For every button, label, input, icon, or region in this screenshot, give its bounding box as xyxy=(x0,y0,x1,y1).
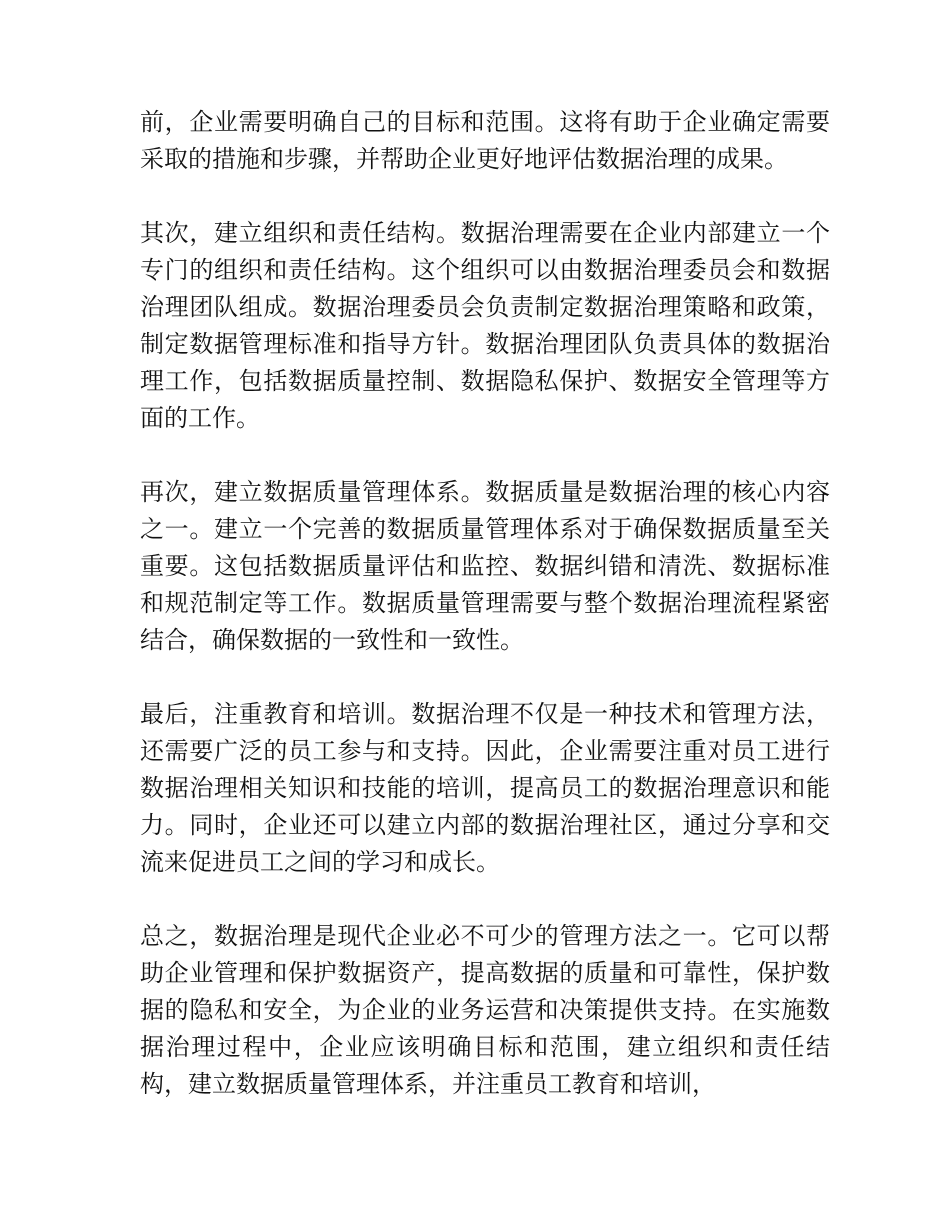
paragraph-education-training: 最后，注重教育和培训。数据治理不仅是一种技术和管理方法，还需要广泛的员工参与和支持。因此，企业需要注重对员工进行数据治理相关知识和技能的培训，提高员工的数据治理意识和能力。同时，企业还可以建立内部的数据治理社区，通过分享和交流来促进员工之间的学习和成长。 xyxy=(140,700,830,876)
paragraph-conclusion: 总之，数据治理是现代企业必不可少的管理方法之一。它可以帮助企业管理和保护数据资产，提高数据的质量和可靠性，保护数据的隐私和安全，为企业的业务运营和决策提供支持。在实施数据治理过程中，企业应该明确目标和范围，建立组织和责任结构，建立数据质量管理体系，并注重员工教育和培训， xyxy=(140,922,830,1098)
paragraph-goals-and-scope: 前，企业需要明确自己的目标和范围。这将有助于企业确定需要采取的措施和步骤，并帮助企业更好地评估数据治理的成果。 xyxy=(140,108,830,173)
document-body xyxy=(140,104,830,1140)
paragraph-data-quality-system: 再次，建立数据质量管理体系。数据质量是数据治理的核心内容之一。建立一个完善的数据质量管理体系对于确保数据质量至关重要。这包括数据质量评估和监控、数据纠错和清洗、数据标准和规范制定等工作。数据质量管理需要与整个数据治理流程紧密结合，确保数据的一致性和一致性。 xyxy=(140,478,830,654)
paragraph-organization-structure: 其次，建立组织和责任结构。数据治理需要在企业内部建立一个专门的组织和责任结构。这个组织可以由数据治理委员会和数据治理团队组成。数据治理委员会负责制定数据治理策略和政策，制定数据管理标准和指导方针。数据治理团队负责具体的数据治理工作，包括数据质量控制、数据隐私保护、数据安全管理等方面的工作。 xyxy=(140,219,830,432)
